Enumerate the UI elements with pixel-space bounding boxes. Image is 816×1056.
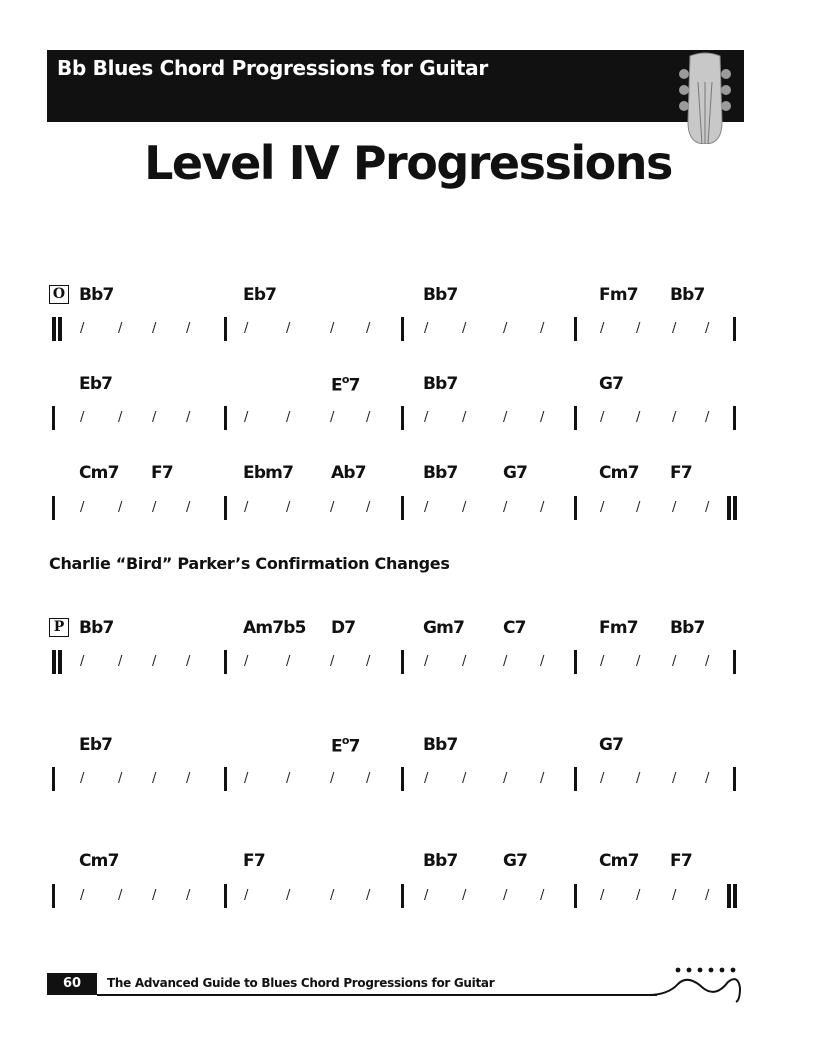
beat-slash: /	[244, 888, 249, 903]
beat-slash: /	[705, 771, 710, 786]
header-bar	[47, 50, 744, 122]
barline	[401, 650, 404, 674]
barline	[58, 650, 62, 674]
beat-slash: /	[600, 888, 605, 903]
chord-symbol: G7	[599, 374, 624, 394]
beat-slash: /	[424, 500, 429, 515]
barline	[224, 317, 227, 341]
chord-symbol: F7	[151, 463, 173, 483]
barline	[733, 406, 736, 430]
beat-slash: /	[186, 771, 191, 786]
beat-slash: /	[503, 500, 508, 515]
barline	[733, 317, 736, 341]
beat-slash: /	[503, 410, 508, 425]
barline	[574, 317, 577, 341]
progression-letter-box: P	[49, 618, 69, 637]
chord-symbol: Fm7	[599, 618, 638, 638]
beat-slash: /	[366, 410, 371, 425]
chord-symbol: Cm7	[79, 463, 119, 483]
beat-slash: /	[118, 654, 123, 669]
beat-slash: /	[366, 888, 371, 903]
barline	[52, 767, 55, 791]
beat-slash: /	[186, 888, 191, 903]
barline	[733, 884, 737, 908]
beat-slash: /	[286, 410, 291, 425]
beat-slash: /	[540, 321, 545, 336]
beat-slash: /	[462, 500, 467, 515]
chord-symbol: C7	[503, 618, 526, 638]
barline	[52, 650, 56, 674]
beat-slash: /	[503, 771, 508, 786]
beat-slash: /	[672, 500, 677, 515]
chord-symbol: Am7b5	[243, 618, 306, 638]
beat-slash: /	[118, 500, 123, 515]
beat-slash: /	[244, 321, 249, 336]
beat-slash: /	[80, 321, 85, 336]
header-title: Bb Blues Chord Progressions for Guitar	[57, 56, 488, 80]
beat-slash: /	[636, 888, 641, 903]
beat-slash: /	[80, 410, 85, 425]
beat-slash: /	[330, 771, 335, 786]
page-number-badge: 60	[47, 973, 97, 995]
chord-symbol: Bb7	[423, 463, 458, 483]
beat-slash: /	[80, 654, 85, 669]
beat-slash: /	[286, 500, 291, 515]
beat-slash: /	[636, 654, 641, 669]
beat-slash: /	[424, 321, 429, 336]
beat-slash: /	[366, 654, 371, 669]
chord-symbol: Cm7	[79, 851, 119, 871]
barline	[224, 884, 227, 908]
barline	[401, 884, 404, 908]
beat-slash: /	[152, 888, 157, 903]
beat-slash: /	[330, 654, 335, 669]
beat-slash: /	[286, 654, 291, 669]
barline	[574, 650, 577, 674]
beat-slash: /	[672, 888, 677, 903]
beat-slash: /	[705, 321, 710, 336]
chord-symbol: Bb7	[423, 285, 458, 305]
guitar-string-decoration-icon	[648, 962, 748, 1004]
beat-slash: /	[636, 410, 641, 425]
chord-symbol: Ab7	[331, 463, 366, 483]
beat-slash: /	[366, 321, 371, 336]
beat-slash: /	[540, 410, 545, 425]
chord-symbol: Bb7	[423, 735, 458, 755]
chord-symbol: D7	[331, 618, 356, 638]
beat-slash: /	[286, 321, 291, 336]
beat-slash: /	[366, 500, 371, 515]
barline	[401, 767, 404, 791]
barline	[733, 650, 736, 674]
beat-slash: /	[286, 888, 291, 903]
beat-slash: /	[672, 771, 677, 786]
beat-slash: /	[424, 654, 429, 669]
beat-slash: /	[186, 654, 191, 669]
beat-slash: /	[330, 410, 335, 425]
barline	[52, 317, 56, 341]
chord-symbol: G7	[503, 463, 528, 483]
chord-symbol: Cm7	[599, 851, 639, 871]
beat-slash: /	[152, 500, 157, 515]
beat-slash: /	[244, 500, 249, 515]
footer-rule	[97, 994, 657, 996]
chord-symbol: Bb7	[670, 618, 705, 638]
chord-symbol: $E^o7$	[331, 373, 360, 396]
barline	[52, 884, 55, 908]
beat-slash: /	[672, 321, 677, 336]
chord-symbol: Bb7	[670, 285, 705, 305]
barline	[224, 406, 227, 430]
beat-slash: /	[244, 654, 249, 669]
beat-slash: /	[503, 321, 508, 336]
barline	[52, 406, 55, 430]
chord-symbol: F7	[243, 851, 265, 871]
chord-symbol: F7	[670, 463, 692, 483]
beat-slash: /	[600, 771, 605, 786]
section-header: Charlie “Bird” Parker’s Confirmation Changes	[49, 554, 450, 573]
chord-symbol: Eb7	[243, 285, 277, 305]
beat-slash: /	[286, 771, 291, 786]
beat-slash: /	[244, 410, 249, 425]
beat-slash: /	[705, 410, 710, 425]
beat-slash: /	[424, 771, 429, 786]
beat-slash: /	[636, 771, 641, 786]
barline	[52, 496, 55, 520]
chord-symbol: G7	[599, 735, 624, 755]
guitar-headstock-icon	[676, 52, 734, 144]
beat-slash: /	[672, 654, 677, 669]
beat-slash: /	[366, 771, 371, 786]
barline	[224, 767, 227, 791]
barline	[733, 767, 736, 791]
chord-symbol: Fm7	[599, 285, 638, 305]
chord-symbol: Gm7	[423, 618, 465, 638]
beat-slash: /	[330, 500, 335, 515]
beat-slash: /	[80, 771, 85, 786]
beat-slash: /	[462, 888, 467, 903]
barline	[401, 496, 404, 520]
beat-slash: /	[636, 321, 641, 336]
chord-symbol: Eb7	[79, 374, 113, 394]
barline	[224, 650, 227, 674]
beat-slash: /	[152, 410, 157, 425]
barline	[574, 406, 577, 430]
beat-slash: /	[600, 654, 605, 669]
chord-symbol: Bb7	[423, 851, 458, 871]
beat-slash: /	[462, 771, 467, 786]
beat-slash: /	[118, 771, 123, 786]
barline	[574, 767, 577, 791]
beat-slash: /	[705, 500, 710, 515]
beat-slash: /	[600, 410, 605, 425]
page-title: Level IV Progressions	[144, 136, 672, 190]
beat-slash: /	[705, 888, 710, 903]
beat-slash: /	[462, 321, 467, 336]
beat-slash: /	[503, 888, 508, 903]
footer-title: The Advanced Guide to Blues Chord Progressions for Guitar	[107, 976, 495, 990]
beat-slash: /	[186, 321, 191, 336]
beat-slash: /	[186, 500, 191, 515]
chord-symbol: Bb7	[79, 285, 114, 305]
beat-slash: /	[152, 654, 157, 669]
beat-slash: /	[540, 654, 545, 669]
chord-symbol: G7	[503, 851, 528, 871]
beat-slash: /	[118, 888, 123, 903]
barline	[574, 496, 577, 520]
barline	[58, 317, 62, 341]
beat-slash: /	[330, 321, 335, 336]
beat-slash: /	[540, 888, 545, 903]
beat-slash: /	[152, 321, 157, 336]
beat-slash: /	[330, 888, 335, 903]
barline	[727, 884, 731, 908]
chord-symbol: Bb7	[79, 618, 114, 638]
beat-slash: /	[80, 500, 85, 515]
chord-symbol: Bb7	[423, 374, 458, 394]
beat-slash: /	[462, 410, 467, 425]
beat-slash: /	[118, 410, 123, 425]
beat-slash: /	[462, 654, 467, 669]
barline	[401, 317, 404, 341]
chord-symbol: Cm7	[599, 463, 639, 483]
beat-slash: /	[672, 410, 677, 425]
beat-slash: /	[540, 771, 545, 786]
beat-slash: /	[80, 888, 85, 903]
beat-slash: /	[186, 410, 191, 425]
beat-slash: /	[540, 500, 545, 515]
beat-slash: /	[705, 654, 710, 669]
chord-symbol: Eb7	[79, 735, 113, 755]
beat-slash: /	[503, 654, 508, 669]
beat-slash: /	[424, 888, 429, 903]
barline	[574, 884, 577, 908]
barline	[733, 496, 737, 520]
chord-symbol: F7	[670, 851, 692, 871]
beat-slash: /	[600, 500, 605, 515]
barline	[224, 496, 227, 520]
barline	[727, 496, 731, 520]
beat-slash: /	[152, 771, 157, 786]
chord-symbol: $E^o7$	[331, 734, 360, 757]
chord-symbol: Ebm7	[243, 463, 294, 483]
beat-slash: /	[118, 321, 123, 336]
beat-slash: /	[424, 410, 429, 425]
beat-slash: /	[636, 500, 641, 515]
progression-letter-box: O	[49, 285, 69, 304]
beat-slash: /	[600, 321, 605, 336]
beat-slash: /	[244, 771, 249, 786]
barline	[401, 406, 404, 430]
